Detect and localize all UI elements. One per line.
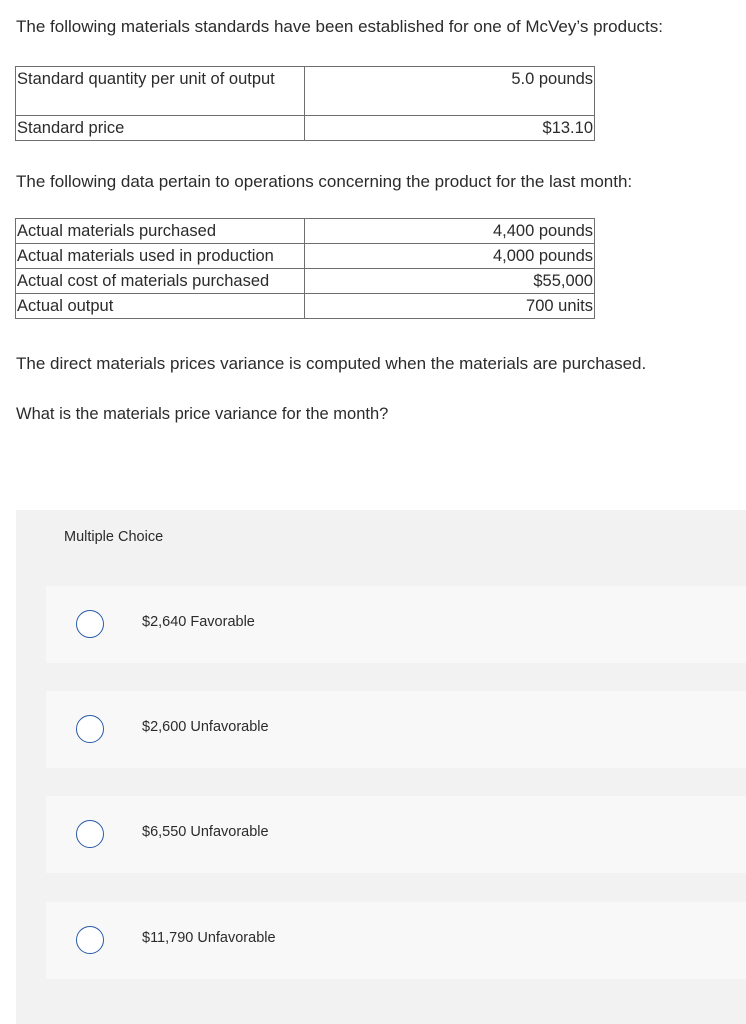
actual-purchased-value: 4,400 pounds [305, 219, 595, 244]
choice-option-2[interactable] [46, 691, 746, 768]
choice-label: $2,600 Unfavorable [142, 719, 269, 735]
data-intro-text: The following data pertain to operations concerning the product for the last month: [16, 172, 633, 191]
radio-button[interactable] [76, 610, 104, 638]
table-row [16, 294, 595, 319]
actual-output-label: Actual output [16, 294, 305, 319]
radio-button[interactable] [76, 820, 104, 848]
actual-used-value: 4,000 pounds [305, 244, 595, 269]
choice-label: $2,640 Favorable [142, 614, 255, 630]
actual-purchased-label: Actual materials purchased [16, 219, 305, 244]
choice-option-3[interactable] [46, 796, 746, 873]
table-row [16, 116, 595, 141]
table-row [16, 269, 595, 294]
actual-cost-label: Actual cost of materials purchased [16, 269, 305, 294]
choice-label: $6,550 Unfavorable [142, 824, 269, 840]
actual-used-label: Actual materials used in production [16, 244, 305, 269]
standard-price-value: $13.10 [305, 116, 595, 141]
multiple-choice-title: Multiple Choice [64, 529, 164, 545]
question-text: What is the materials price variance for the month? [16, 405, 389, 423]
choice-option-4[interactable] [46, 902, 746, 979]
choice-label: $11,790 Unfavorable [142, 930, 276, 946]
table-row [16, 219, 595, 244]
table-row [16, 67, 595, 116]
actual-output-value: 700 units [305, 294, 595, 319]
note-text: The direct materials prices variance is computed when the materials are purchased. [16, 354, 647, 373]
standard-quantity-value: 5.0 pounds [305, 67, 595, 116]
actuals-table [15, 218, 595, 319]
standard-price-label: Standard price [16, 116, 305, 141]
actual-cost-value: $55,000 [305, 269, 595, 294]
multiple-choice-panel [16, 510, 746, 1024]
radio-button[interactable] [76, 926, 104, 954]
radio-button[interactable] [76, 715, 104, 743]
choice-option-1[interactable] [46, 586, 746, 663]
intro-text: The following materials standards have been established for one of McVey’s products: [16, 17, 663, 36]
standards-table [15, 66, 595, 141]
standard-quantity-label: Standard quantity per unit of output [16, 67, 305, 116]
table-row [16, 244, 595, 269]
